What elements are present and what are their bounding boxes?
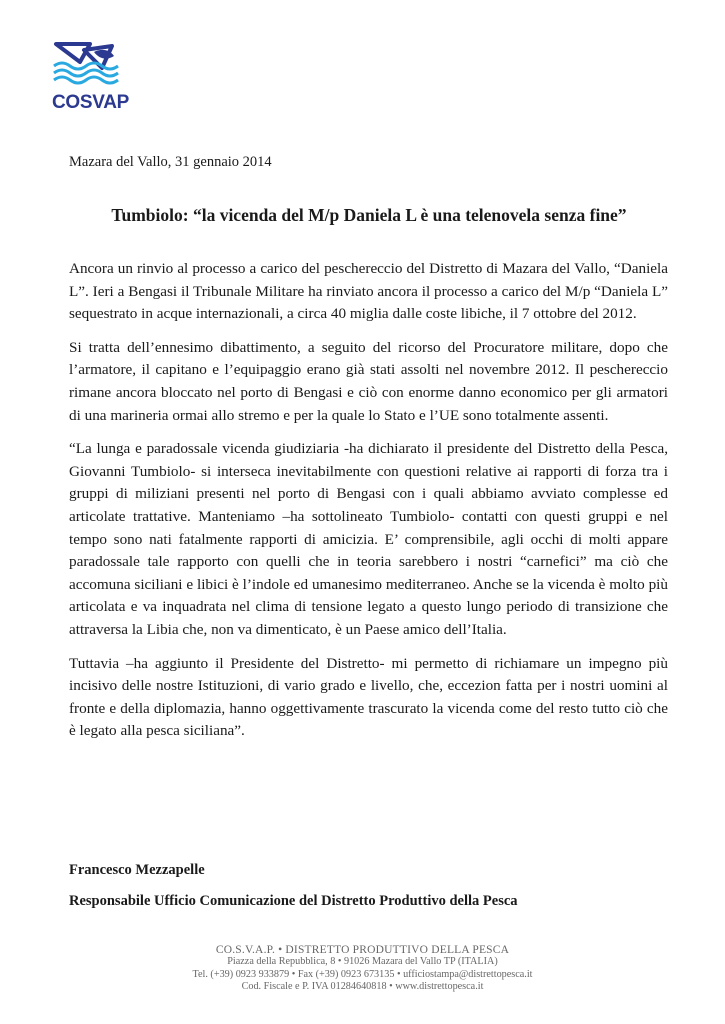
paragraph: Ancora un rinvio al processo a carico del peschereccio del Distretto di Mazara del Vallo, “Daniela L”. Ieri a Bengasi il Tribunale Militare ha rinviato ancora il processo a carico del M/p “Daniela L” sequestrato in acque internazionali, a circa 40 miglia dalle coste libiche, il 7 ottobre del 2012. [69, 260, 668, 323]
press-release-title: Tumbiolo: “la vicenda del M/p Daniela L è una telenovela senza fine” [111, 205, 627, 225]
footer-address: Piazza della Repubblica, 8 • 91026 Mazara del Vallo TP (ITALIA) [227, 956, 498, 968]
fish-wave-logo-icon [50, 40, 128, 92]
paragraph: Tuttavia –ha aggiunto il Presidente del Distretto- mi permetto di richiamare un impegno più incisivo delle nostre Istituzioni, di vario grado e livello, che, eccezion fatta per i nostri uomini al fronte e della diplomazia, hanno oggettivamente trascurato la vicenda come del resto tutto ciò che è legato alla pesca siciliana”. [69, 654, 668, 740]
letterhead-footer [0, 944, 725, 994]
signature-role: Responsabile Ufficio Comunicazione del Distretto Produttivo della Pesca [69, 893, 518, 909]
footer-organization: CO.S.V.A.P. • DISTRETTO PRODUTTIVO DELLA PESCA [215, 944, 510, 956]
logo-wordmark: COSVAP [52, 92, 130, 113]
paragraph: Si tratta dell’ennesimo dibattimento, a seguito del ricorso del Procuratore militare, dopo che l’armatore, il capitano e l’equipaggio erano già stati assolti nel novembre 2012. Il peschereccio rimane ancora bloccato nel porto di Bengasi e ciò con enorme danno economico per gli armatori di una marineria ormai allo stremo e per la quale lo Stato e l’UE sono totalmente assenti. [69, 338, 668, 424]
date-line: Mazara del Vallo, 31 gennaio 2014 [69, 154, 272, 170]
article-body [69, 258, 668, 754]
footer-contacts: Tel. (+39) 0923 933879 • Fax (+39) 0923 673135 • ufficiostampa@distrettopesca.it [192, 968, 533, 980]
signature-name: Francesco Mezzapelle [69, 862, 205, 878]
paragraph: “La lunga e paradossale vicenda giudiziaria -ha dichiarato il presidente del Distretto della Pesca, Giovanni Tumbiolo- si interseca inevitabilmente con questioni relative ai rapporti di forza tra i gruppi di miliziani presenti nel porto di Bengasi con i quali abbiamo avviato complesse ed articolate trattative. Manteniamo –ha sottolineato Tumbiolo- contatti con questi gruppi e nel tempo sono nati fatalmente rapporti di amicizia. E’ comprensibile, agli occhi di molti appare paradossale tale rapporto con quelli che in teoria sarebbero i nostri “carnefici” ma ciò che accomuna siciliani e libici è l’indole ed umanesimo mediterraneo. Anche se la vicenda è molto più articolata e va inquadrata nel clima di tensione legato a questo lungo periodo di transizione che attraversa la Libia che, non va dimenticato, è un Paese amico dell’Italia. [69, 440, 668, 638]
footer-tax-website: Cod. Fiscale e P. IVA 01284640818 • www.distrettopesca.it [241, 981, 484, 993]
